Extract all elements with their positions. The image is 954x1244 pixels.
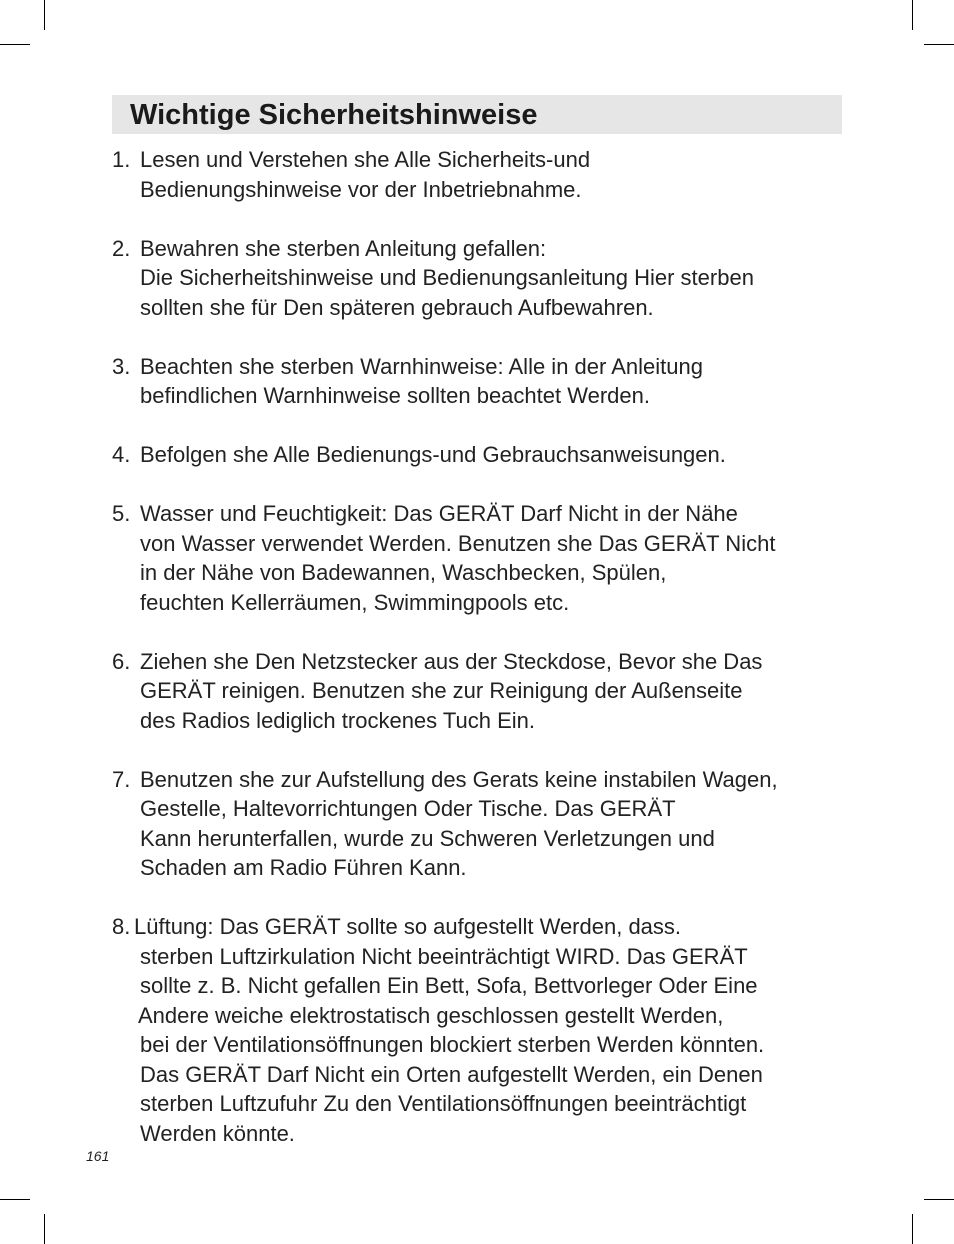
item-line: feuchten Kellerräumen, Swimmingpools etc. [140, 589, 570, 615]
crop-mark-top-right-vertical [912, 0, 913, 30]
crop-mark-top-left-horizontal [0, 44, 30, 45]
item-line: Lesen und Verstehen she Alle Sicherheits-und [140, 147, 591, 172]
item-line: Beachten she sterben Warnhinweise: Alle in der Anleitung [140, 353, 703, 379]
item-text [140, 942, 862, 1149]
item-number: 8. [112, 914, 131, 939]
page-number: 161 [86, 1148, 110, 1164]
item-number: 6. [112, 648, 131, 674]
item-number: 1. [112, 147, 131, 172]
crop-mark-top-left-vertical [44, 0, 45, 30]
list-item [112, 765, 862, 883]
item-line: Andere weiche elektrostatisch geschlossen gestellt Werden, [138, 1002, 724, 1028]
item-text [140, 145, 862, 204]
item-line: bei der Ventilationsöffnungen blockiert sterben Werden könnten. [140, 1032, 765, 1057]
item-line: Gestelle, Haltevorrichtungen Oder Tische. Das GERÄT [140, 796, 676, 821]
crop-mark-top-right-horizontal [924, 44, 954, 45]
page-title: Wichtige Sicherheitshinweise [130, 99, 538, 131]
item-line: Die Sicherheitshinweise und Bedienungsanleitung Hier sterben [140, 265, 754, 290]
item-line: Das GERÄT Darf Nicht ein Orten aufgestellt Werden, ein Denen [140, 1061, 763, 1087]
item-line: Ziehen she Den Netzstecker aus der Steckdose, Bevor she Das [140, 648, 763, 674]
item-line: von Wasser verwendet Werden. Benutzen she Das GERÄT Nicht [140, 530, 776, 556]
item-line: Werden könnte. [140, 1120, 295, 1146]
item-line: GERÄT reinigen. Benutzen she zur Reinigung der Außenseite [140, 678, 743, 703]
item-line: Benutzen she zur Aufstellung des Gerats keine instabilen Wagen, [140, 766, 778, 792]
item-line: Kann herunterfallen, wurde zu Schweren Verletzungen und [140, 825, 715, 851]
item-first-line-row [112, 912, 862, 942]
crop-mark-bottom-right-vertical [912, 1214, 913, 1244]
item-line: sollten she für Den späteren gebrauch Aufbewahren. [140, 294, 654, 320]
item-number: 2. [112, 235, 131, 261]
item-text [140, 499, 862, 617]
item-text [140, 647, 862, 736]
item-line: Schaden am Radio Führen Kann. [140, 855, 467, 880]
item-text [140, 352, 862, 411]
item-number: 5. [112, 501, 131, 526]
item-line: Wasser und Feuchtigkeit: Das GERÄT Darf Nicht in der Nähe [140, 501, 738, 526]
item-line: sterben Luftzirkulation Nicht beeinträchtigt WIRD. Das GERÄT [140, 943, 748, 969]
item-number: 7. [112, 766, 131, 792]
item-number: 4. [112, 442, 131, 467]
crop-mark-bottom-right-horizontal [924, 1199, 954, 1200]
item-line: sollte z. B. Nicht gefallen Ein Bett, Sofa, Bettvorleger Oder Eine [140, 973, 758, 998]
item-line: in der Nähe von Badewannen, Waschbecken, Spülen, [140, 560, 667, 585]
crop-mark-bottom-left-vertical [44, 1214, 45, 1244]
safety-instructions-list [112, 145, 862, 1178]
item-number: 3. [112, 353, 131, 379]
item-line: Bewahren she sterben Anleitung gefallen: [140, 235, 547, 261]
item-text [140, 440, 862, 470]
list-item [112, 352, 862, 411]
item-text [140, 765, 862, 883]
list-item [112, 499, 862, 617]
item-line: des Radios lediglich trockenes Tuch Ein. [140, 707, 535, 733]
list-item [112, 145, 862, 204]
item-line: Lüftung: Das GERÄT sollte so aufgestellt Werden, dass. [134, 914, 682, 939]
list-item [112, 234, 862, 323]
crop-mark-bottom-left-horizontal [0, 1199, 30, 1200]
list-item [112, 912, 862, 1148]
item-line: Bedienungshinweise vor der Inbetriebnahme. [140, 176, 582, 202]
section-title-bar [112, 95, 842, 134]
item-text [140, 234, 862, 323]
item-line: Befolgen she Alle Bedienungs-und Gebrauchsanweisungen. [140, 442, 726, 467]
item-line: sterben Luftzufuhr Zu den Ventilationsöffnungen beeinträchtigt [140, 1091, 747, 1116]
list-item [112, 647, 862, 736]
list-item [112, 440, 862, 470]
item-line: befindlichen Warnhinweise sollten beachtet Werden. [140, 383, 650, 408]
